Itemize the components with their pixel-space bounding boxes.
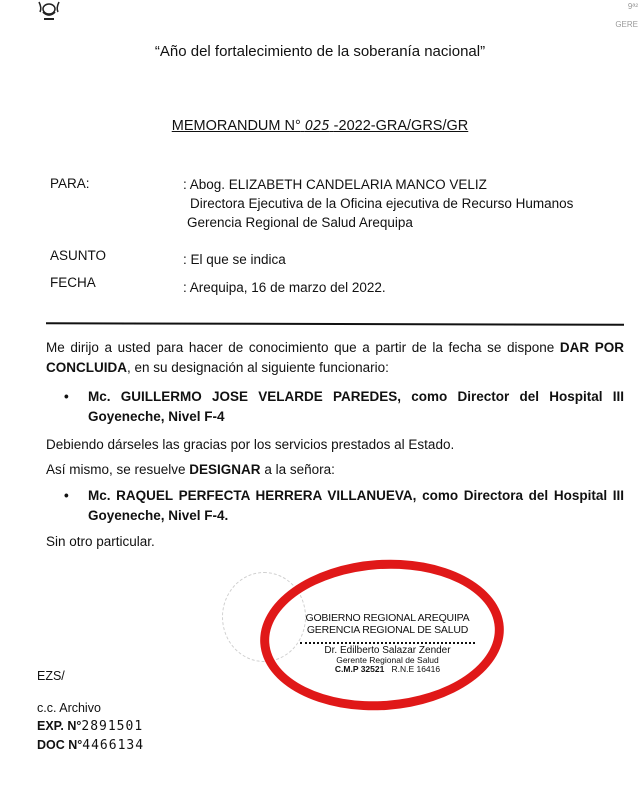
stamp-org-line-1: GOBIERNO REGIONAL AREQUIPA [305, 612, 470, 624]
initials: EZS/ [37, 669, 65, 683]
bullet-item-1 [64, 387, 624, 427]
asunto-value: : El que se indica [183, 252, 286, 267]
memo-number-handwritten: 025 [304, 119, 330, 134]
stamp-credentials [300, 665, 475, 674]
corner-stamp-fragment-top: 9ª² [627, 2, 638, 11]
bullet-item-2 [64, 486, 624, 526]
body-paragraph-1 [46, 338, 624, 378]
asunto-label: ASUNTO [50, 248, 107, 263]
cc-archivo: c.c. Archivo [37, 701, 101, 715]
doc-number-handwritten: 4466134 [82, 738, 145, 753]
bullet-1-position: como Director del Hospital III Goyeneche, Nivel F-4 [88, 389, 624, 424]
closing-line: Sin otro particular. [46, 534, 155, 549]
official-stamp [300, 612, 475, 674]
doc-number-line [37, 738, 144, 753]
memo-title-prefix: MEMORANDUM N° [171, 118, 301, 134]
para-label: PARA: [50, 176, 90, 191]
bullet-2-position: como Directora del Hospital III Goyeneche, Nivel F-4. [88, 488, 624, 523]
para-recipient: : Abog. ELIZABETH CANDELARIA MANCO VELIZ [183, 177, 487, 192]
body-paragraph-3 [46, 460, 624, 480]
fecha-value: : Arequipa, 16 de marzo del 2022. [183, 280, 386, 295]
p3-text-end: a la señora: [260, 462, 335, 477]
stamp-rne: R.N.E 16416 [391, 664, 441, 674]
bullet-icon: • [64, 488, 69, 503]
body-paragraph-2: Debiendo dárseles las gracias por los servicios prestados al Estado. [46, 437, 455, 452]
fecha-label: FECHA [50, 275, 96, 290]
p3-text-start: Así mismo, se resuelve [46, 462, 190, 477]
p3-bold: DESIGNAR [189, 462, 261, 477]
p1-text-end: , en su designación al siguiente funcionario: [127, 360, 389, 375]
bullet-2-text [88, 486, 624, 526]
bullet-2-name: Mc. RAQUEL PERFECTA HERRERA VILLANUEVA, [88, 488, 417, 503]
bullet-1-name: Mc. GUILLERMO JOSE VELARDE PAREDES, [88, 389, 401, 404]
memo-title [0, 118, 640, 134]
doc-label: DOC N° [37, 738, 83, 752]
memo-title-suffix: -2022-GRA/GRS/GR [333, 118, 469, 134]
stamp-org-line-2: GERENCIA REGIONAL DE SALUD [306, 624, 469, 636]
exp-label: EXP. N° [37, 719, 82, 733]
exp-number-line [37, 719, 143, 734]
stamp-signer: Dr. Edilberto Salazar Zender [300, 642, 475, 656]
para-organization: Gerencia Regional de Salud Arequipa [187, 215, 413, 230]
stamp-role: Gerente Regional de Salud [336, 655, 439, 665]
year-motto: “Año del fortalecimiento de la soberanía nacional” [154, 43, 486, 60]
para-value [183, 175, 573, 232]
exp-number-handwritten: 2891501 [81, 719, 144, 734]
para-position: Directora Ejecutiva de la Oficina ejecutiva de Recurso Humanos [190, 196, 574, 211]
stamp-cmp: C.M.P 32521 [334, 664, 385, 674]
p1-text-start: Me dirijo a usted para hacer de conocimiento que a partir de la fecha se dispone [46, 340, 560, 355]
header-divider [46, 322, 624, 326]
corner-stamp-fragment-bottom: GERE [615, 20, 638, 29]
bullet-icon: • [64, 389, 69, 404]
p1-bold: DAR POR CONCLUIDA [46, 340, 624, 375]
bullet-1-text [88, 387, 624, 427]
peru-coat-of-arms-icon [36, 0, 62, 22]
